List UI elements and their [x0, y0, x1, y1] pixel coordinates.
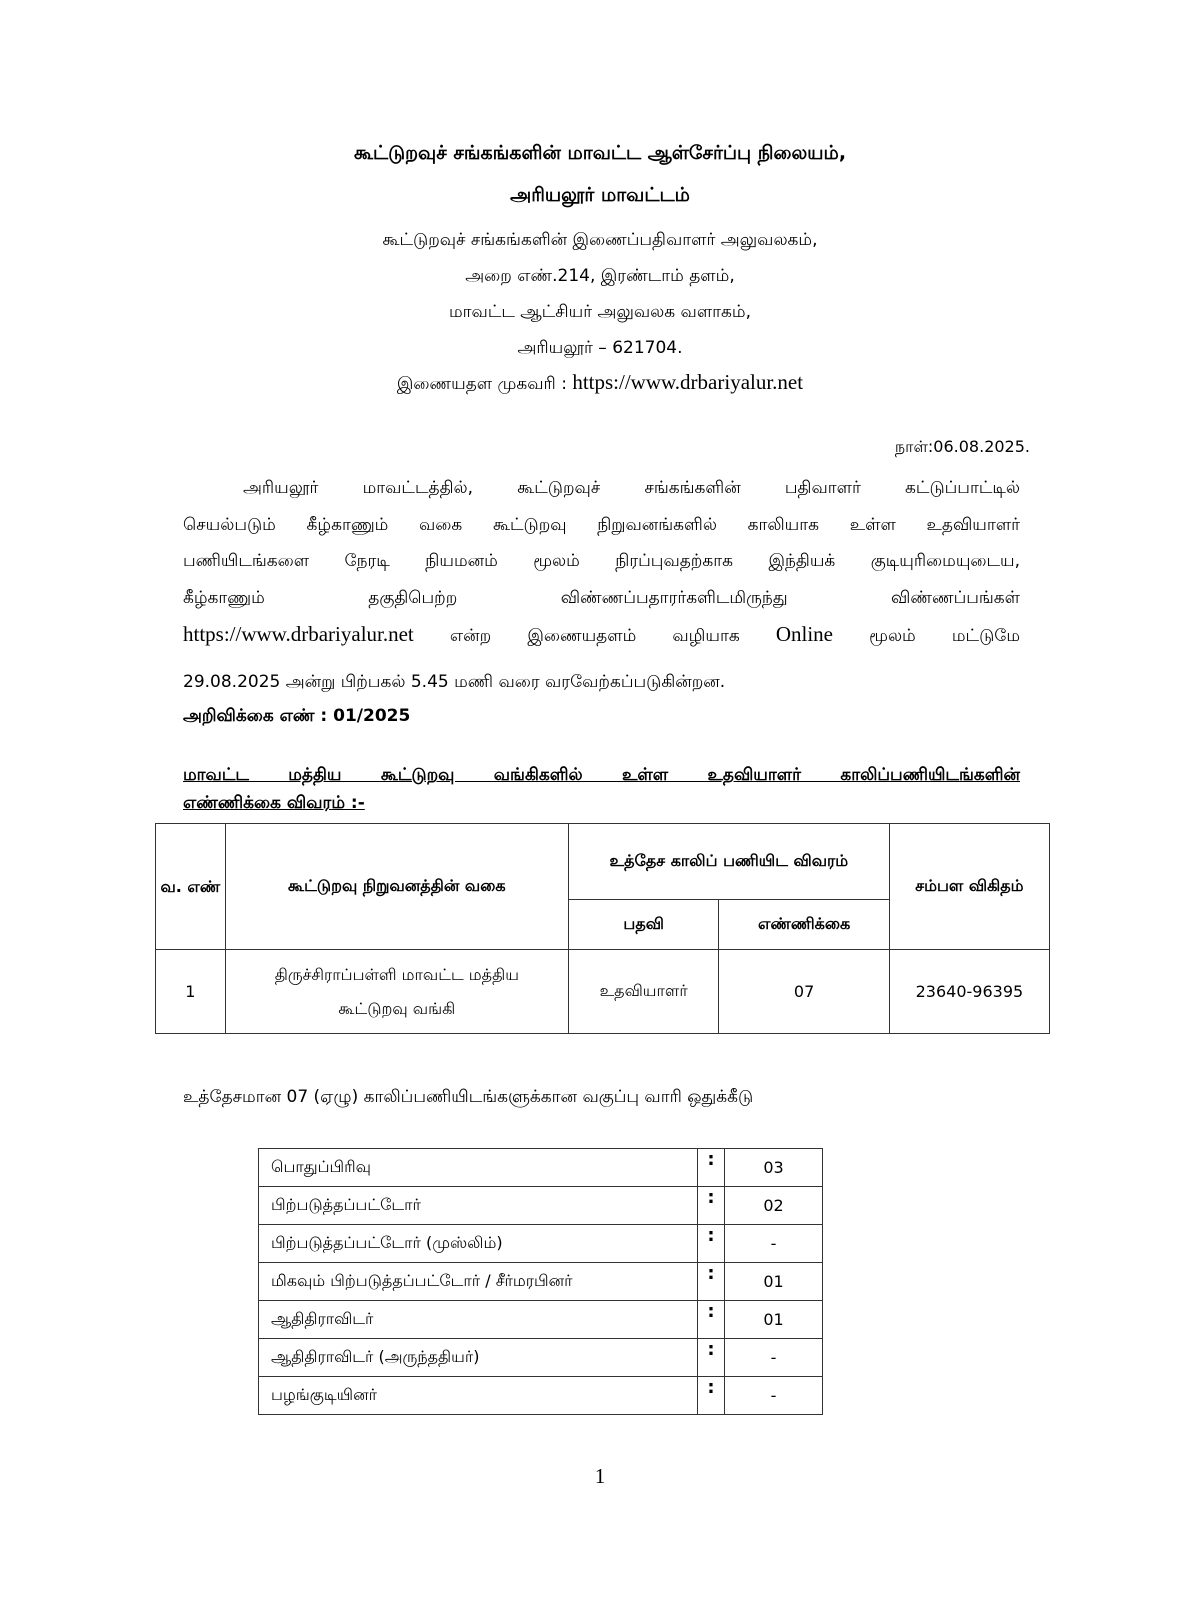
address-line-1: கூட்டுறவுச் சங்கங்களின் இணைப்பதிவாளர் அலுவலகம், — [382, 230, 818, 250]
reservation-table — [258, 1148, 823, 1415]
category-value: 03 — [725, 1149, 823, 1187]
cell-sno: 1 — [156, 950, 226, 1034]
address-line-2: அறை எண்.214, இரண்டாம் தளம், — [465, 266, 735, 286]
table-row — [259, 1149, 823, 1187]
category-value: 02 — [725, 1187, 823, 1225]
reservation-heading: உத்தேசமான 07 (ஏழு) காலிப்பணியிடங்களுக்கான வகுப்பு வாரி ஒதுக்கீடு — [183, 1087, 754, 1107]
colon: : — [698, 1149, 725, 1187]
online-word: Online — [775, 622, 833, 646]
colon: : — [698, 1301, 725, 1339]
header-count: எண்ணிக்கை — [719, 900, 889, 950]
website-line — [0, 370, 1200, 396]
table-row — [259, 1301, 823, 1339]
category-value: - — [725, 1225, 823, 1263]
office-title: கூட்டுறவுச் சங்கங்களின் மாவட்ட ஆள்சேர்ப்பு நிலையம், — [353, 142, 847, 164]
address-line-4: அரியலூர் – 621704. — [517, 338, 683, 358]
cell-count: 07 — [719, 950, 889, 1034]
vacancy-heading: மாவட்ட மத்திய கூட்டுறவு வங்கிகளில் உள்ள உதவியாளர் காலிப்பணியிடங்களின் — [183, 765, 1020, 785]
table-row — [259, 1263, 823, 1301]
paragraph-url: https://www.drbariyalur.net — [183, 622, 414, 646]
table-row — [259, 1187, 823, 1225]
address-line-3: மாவட்ட ஆட்சியர் அலுவலக வளாகம், — [448, 302, 751, 322]
paragraph-line-2: செயல்படும் கீழ்காணும் வகை கூட்டுறவு நிறுவனங்களில் காலியாக உள்ள உதவியாளர் — [183, 514, 1020, 535]
colon: : — [698, 1263, 725, 1301]
colon: : — [698, 1339, 725, 1377]
category-label: பிற்படுத்தப்பட்டோர் (முஸ்லிம்) — [259, 1225, 698, 1263]
notice-number: அறிவிக்கை எண் : 01/2025 — [183, 706, 411, 726]
colon: : — [698, 1377, 725, 1415]
table-row — [259, 1225, 823, 1263]
table-row — [259, 1377, 823, 1415]
website-label: இணையதள முகவரி : — [396, 374, 573, 394]
category-label: பொதுப்பிரிவு — [259, 1149, 698, 1187]
category-label: ஆதிதிராவிடர் (அருந்ததியர்) — [259, 1339, 698, 1377]
table-row — [259, 1339, 823, 1377]
cell-post: உதவியாளர் — [568, 950, 719, 1034]
header-vacancy-details: உத்தேச காலிப் பணியிட விவரம் — [568, 824, 889, 900]
notice-date: நாள்:06.08.2025. — [894, 437, 1030, 456]
notice-paragraph — [183, 470, 1020, 655]
paragraph-line-1: அரியலூர் மாவட்டத்தில், கூட்டுறவுச் சங்கங்களின் பதிவாளர் கட்டுப்பாட்டில் — [243, 478, 1020, 498]
category-value: - — [725, 1377, 823, 1415]
category-label: ஆதிதிராவிடர் — [259, 1301, 698, 1339]
category-label: பழங்குடியினர் — [259, 1377, 698, 1415]
table-row — [156, 950, 1050, 1034]
header-institution-type: கூட்டுறவு நிறுவனத்தின் வகை — [225, 824, 568, 950]
cell-pay-scale: 23640-96395 — [889, 950, 1049, 1034]
website-url: https://www.drbariyalur.net — [572, 370, 804, 394]
header-post: பதவி — [568, 900, 719, 950]
vacancy-table — [155, 823, 1050, 1034]
page-number: 1 — [594, 1464, 606, 1488]
paragraph-line-6: 29.08.2025 அன்று பிற்பகல் 5.45 மணி வரை வரவேற்கப்படுகின்றன. — [183, 672, 726, 692]
colon: : — [698, 1187, 725, 1225]
category-label: மிகவும் பிற்படுத்தப்பட்டோர் / சீர்மரபினர் — [259, 1263, 698, 1301]
category-label: பிற்படுத்தப்பட்டோர் — [259, 1187, 698, 1225]
header-pay-scale: சம்பள விகிதம் — [889, 824, 1049, 950]
paragraph-line-3: பணியிடங்களை நேரடி நியமனம் மூலம் நிரப்புவதற்காக இந்தியக் குடியுரிமையுடைய, — [183, 551, 1020, 571]
paragraph-line-5: https://www.drbariyalur.net என்ற இணையதளம் வழியாக Online மூலம் மட்டுமே — [183, 622, 1020, 646]
category-value: 01 — [725, 1263, 823, 1301]
district-title: அரியலூர் மாவட்டம் — [510, 184, 690, 206]
colon: : — [698, 1225, 725, 1263]
header-sno: வ. எண் — [156, 824, 226, 950]
paragraph-line-4: கீழ்காணும் தகுதிபெற்ற விண்ணப்பதாரர்களிடமிருந்து விண்ணப்பங்கள் — [183, 587, 1020, 608]
cell-institution: திருச்சிராப்பள்ளி மாவட்ட மத்திய கூட்டுறவு வங்கி — [225, 950, 568, 1034]
vacancy-heading-line-2: எண்ணிக்கை விவரம் :- — [183, 793, 365, 813]
category-value: 01 — [725, 1301, 823, 1339]
category-value: - — [725, 1339, 823, 1377]
